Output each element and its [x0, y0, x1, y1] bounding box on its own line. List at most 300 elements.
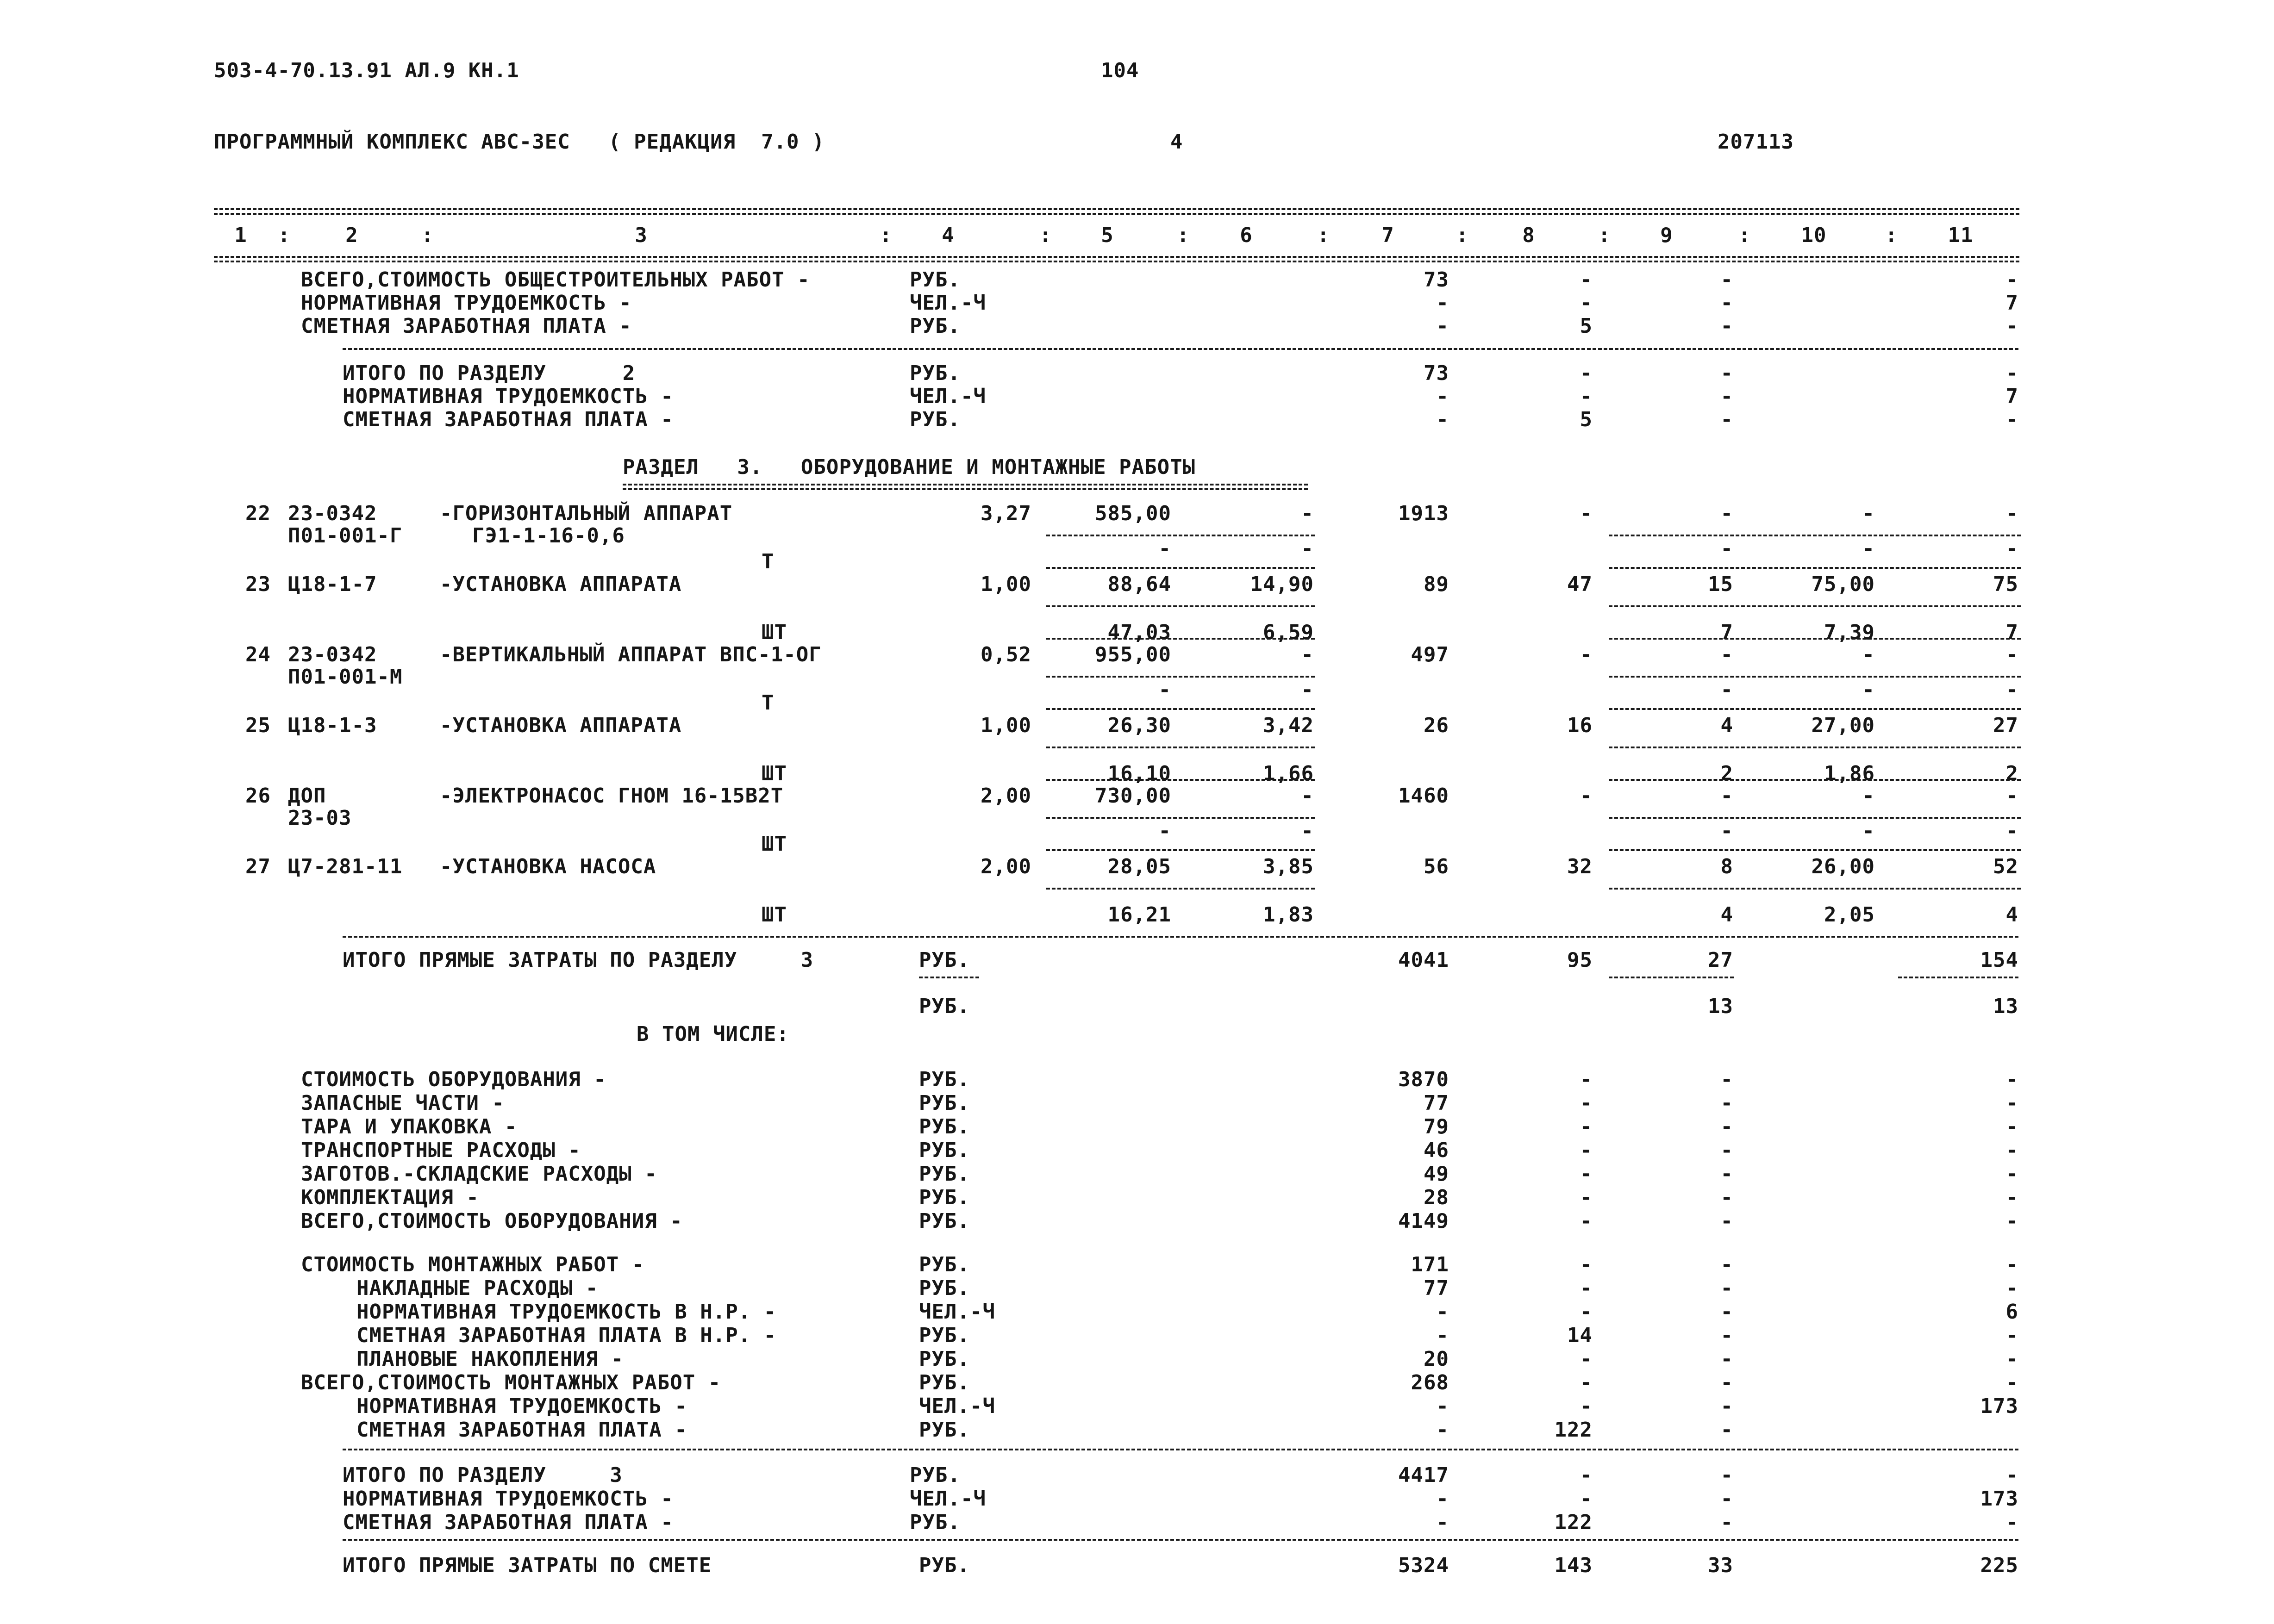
row-unit: РУБ. — [919, 1253, 970, 1276]
column-number: 9 — [1660, 224, 1673, 247]
row-unit: ЧЕЛ.-Ч — [910, 385, 986, 408]
item-quantity: 2,00 — [981, 855, 1031, 878]
column-number: 5 — [1101, 224, 1114, 247]
value-c8: - — [1580, 1276, 1593, 1300]
item-unit: ШТ — [762, 762, 787, 785]
value-c9: - — [1720, 408, 1733, 431]
value-c8: - — [1580, 268, 1593, 292]
value-c7: 77 — [1424, 1091, 1449, 1115]
column-separator: : — [1885, 224, 1898, 247]
row-label: ИТОГО ПО РАЗДЕЛУ 2 — [343, 361, 636, 385]
item-c5: 88,64 — [1107, 572, 1171, 596]
item-code: 23-0342 — [288, 502, 377, 525]
value-c9: - — [1720, 1418, 1733, 1442]
item-bottom-rule — [1609, 638, 2021, 640]
item-sub-c11: - — [2005, 819, 2018, 843]
item-bottom-rule — [1609, 567, 2021, 569]
item-sub-c6: - — [1301, 819, 1314, 843]
item-bottom-rule — [1046, 567, 1315, 569]
column-number: 10 — [1801, 224, 1827, 247]
row-label: СМЕТНАЯ ЗАРАБОТНАЯ ПЛАТА - — [301, 314, 632, 338]
item-c11: - — [2005, 643, 2018, 666]
item-c11: 27 — [1993, 714, 2018, 737]
direct-total-top-rule — [343, 936, 2018, 938]
item-c8: 32 — [1567, 855, 1593, 878]
value-c7: 28 — [1424, 1186, 1449, 1209]
value-c8: - — [1580, 1300, 1593, 1324]
item-unit: ШТ — [762, 832, 787, 856]
value-c8: - — [1580, 1463, 1593, 1487]
item-quantity: 2,00 — [981, 784, 1031, 808]
row-unit: РУБ. — [910, 361, 961, 385]
direct-total-c11-sub: 13 — [1993, 995, 2018, 1018]
item-name-secondary: ГЭ1-1-16-0,6 — [472, 524, 625, 548]
direct-total-c8: 95 — [1567, 948, 1593, 972]
value-c7: 4149 — [1398, 1209, 1449, 1233]
item-sub-c5: - — [1158, 537, 1171, 560]
value-c9: - — [1720, 314, 1733, 338]
item-sub-c6: 6,59 — [1263, 621, 1314, 644]
item-subrule — [1609, 605, 2021, 607]
item-sub-c11: - — [2005, 537, 2018, 560]
row-label: СМЕТНАЯ ЗАРАБОТНАЯ ПЛАТА В Н.Р. - — [356, 1324, 777, 1347]
row-label: ВСЕГО,СТОИМОСТЬ ОБОРУДОВАНИЯ - — [301, 1209, 683, 1233]
row-unit: РУБ. — [919, 1371, 970, 1394]
header-bottom-rule — [214, 256, 2019, 262]
row-unit: РУБ. — [919, 1162, 970, 1186]
value-c9: - — [1720, 291, 1733, 315]
direct-total-unit: РУБ. — [919, 948, 970, 972]
item-c8: 47 — [1567, 572, 1593, 596]
item-c7: 89 — [1424, 572, 1449, 596]
row-label: ВСЕГО,СТОИМОСТЬ МОНТАЖНЫХ РАБОТ - — [301, 1371, 721, 1394]
item-subrule — [1046, 888, 1315, 890]
item-c11: - — [2005, 784, 2018, 808]
grand-total-c9: 33 — [1708, 1554, 1733, 1577]
value-c9: - — [1720, 1209, 1733, 1233]
estimate-code: 207113 — [1718, 130, 1794, 154]
value-c9: - — [1720, 1487, 1733, 1511]
item-sub-c9: - — [1720, 678, 1733, 702]
item-sub-c5: 47,03 — [1107, 621, 1171, 644]
item-c9: 15 — [1708, 572, 1733, 596]
value-c8: - — [1580, 1091, 1593, 1115]
value-c11: - — [2005, 1276, 2018, 1300]
item-c8: - — [1580, 643, 1593, 666]
item-code-secondary: П01-001-М — [288, 665, 403, 689]
item-subrule — [1046, 676, 1315, 678]
row-label: СТОИМОСТЬ ОБОРУДОВАНИЯ - — [301, 1068, 606, 1091]
item-code: Ц7-281-11 — [288, 855, 403, 878]
item-sub-c11: 7 — [2005, 621, 2018, 644]
header-double-rule — [214, 208, 2019, 215]
value-c11: - — [2005, 1209, 2018, 1233]
item-subrule — [1046, 535, 1315, 536]
column-separator: : — [880, 224, 893, 247]
item-sub-c11: - — [2005, 678, 2018, 702]
item-c7: 1460 — [1398, 784, 1449, 808]
value-c8: - — [1580, 1253, 1593, 1276]
item-sub-c10: 1,86 — [1824, 762, 1875, 785]
grand-total-c7: 5324 — [1398, 1554, 1449, 1577]
document-code: 503-4-70.13.91 АЛ.9 КН.1 — [214, 59, 519, 82]
item-unit: Т — [762, 691, 775, 715]
item-sub-c5: 16,21 — [1107, 903, 1171, 927]
value-c7: 20 — [1424, 1347, 1449, 1371]
value-c7: - — [1436, 1394, 1449, 1418]
item-c8: - — [1580, 502, 1593, 525]
program-title: ПРОГРАММНЫЙ КОМПЛЕКС АВС-3ЕС ( РЕДАКЦИЯ 7.0 ) — [214, 130, 825, 154]
row-label: ПЛАНОВЫЕ НАКОПЛЕНИЯ - — [356, 1347, 624, 1371]
value-c7: 171 — [1411, 1253, 1449, 1276]
row-label: ЗАГОТОВ.-СКЛАДСКИЕ РАСХОДЫ - — [301, 1162, 657, 1186]
value-c9: - — [1720, 1068, 1733, 1091]
row-unit: РУБ. — [919, 1091, 970, 1115]
item-quantity: 0,52 — [981, 643, 1031, 666]
item-sub-c5: - — [1158, 819, 1171, 843]
item-number: 22 — [245, 502, 271, 525]
row-label: НОРМАТИВНАЯ ТРУДОЕМКОСТЬ - — [356, 1394, 687, 1418]
row-label: НОРМАТИВНАЯ ТРУДОЕМКОСТЬ - — [343, 1487, 674, 1511]
item-c7: 26 — [1424, 714, 1449, 737]
item-sub-c6: - — [1301, 537, 1314, 560]
value-c8: - — [1580, 1068, 1593, 1091]
value-c8: - — [1580, 291, 1593, 315]
value-c11: 7 — [2005, 291, 2018, 315]
item-sub-c10: - — [1862, 678, 1875, 702]
value-c11: 173 — [1980, 1487, 2018, 1511]
value-c11: - — [2005, 1463, 2018, 1487]
item-c10: 26,00 — [1811, 855, 1875, 878]
value-c8: 122 — [1554, 1511, 1593, 1534]
item-quantity: 1,00 — [981, 572, 1031, 596]
item-c10: 75,00 — [1811, 572, 1875, 596]
row-label: НОРМАТИВНАЯ ТРУДОЕМКОСТЬ В Н.Р. - — [356, 1300, 777, 1324]
row-unit: РУБ. — [919, 1139, 970, 1162]
value-c11: - — [2005, 1186, 2018, 1209]
value-c11: 6 — [2005, 1300, 2018, 1324]
value-c8: 5 — [1580, 408, 1593, 431]
grand-total-c8: 143 — [1554, 1554, 1593, 1577]
item-sub-c9: 4 — [1720, 903, 1733, 927]
value-c9: - — [1720, 385, 1733, 408]
item-c11: - — [2005, 502, 2018, 525]
value-c7: - — [1436, 1487, 1449, 1511]
direct-total-label: ИТОГО ПРЯМЫЕ ЗАТРАТЫ ПО РАЗДЕЛУ 3 — [343, 948, 814, 972]
row-label: ИТОГО ПО РАЗДЕЛУ 3 — [343, 1463, 623, 1487]
column-number: 1 — [234, 224, 247, 247]
item-number: 27 — [245, 855, 271, 878]
item-c5: 28,05 — [1107, 855, 1171, 878]
value-c11: - — [2005, 314, 2018, 338]
row-unit: РУБ. — [910, 1463, 961, 1487]
value-c11: - — [2005, 1371, 2018, 1394]
value-c7: 4417 — [1398, 1463, 1449, 1487]
direct-total-c9: 27 — [1708, 948, 1733, 972]
value-c9: - — [1720, 1139, 1733, 1162]
item-bottom-rule — [1609, 849, 2021, 851]
item-sub-c6: 1,66 — [1263, 762, 1314, 785]
column-separator: : — [1177, 224, 1190, 247]
value-c8: - — [1580, 1139, 1593, 1162]
direct-total-unit2: РУБ. — [919, 995, 970, 1018]
value-c7: 268 — [1411, 1371, 1449, 1394]
item-c5: 955,00 — [1095, 643, 1171, 666]
section3-total-top-rule — [343, 1449, 2018, 1450]
item-name: -ВЕРТИКАЛЬНЫЙ АППАРАТ ВПС-1-ОГ — [440, 643, 822, 666]
item-c6: - — [1301, 502, 1314, 525]
item-subrule — [1609, 888, 2021, 890]
item-code: Ц18-1-3 — [288, 714, 377, 737]
item-c7: 1913 — [1398, 502, 1449, 525]
value-c8: - — [1580, 1209, 1593, 1233]
column-number: 2 — [345, 224, 358, 247]
direct-total-c9-sub: 13 — [1708, 995, 1733, 1018]
item-c5: 730,00 — [1095, 784, 1171, 808]
value-c9: - — [1720, 1324, 1733, 1347]
item-quantity: 3,27 — [981, 502, 1031, 525]
item-c11: 75 — [1993, 572, 2018, 596]
item-bottom-rule — [1046, 849, 1315, 851]
row-label: ВСЕГО,СТОИМОСТЬ ОБЩЕСТРОИТЕЛЬНЫХ РАБОТ - — [301, 268, 810, 292]
item-c9: 8 — [1720, 855, 1733, 878]
column-separator: : — [1738, 224, 1751, 247]
value-c7: - — [1436, 1418, 1449, 1442]
item-subrule — [1046, 605, 1315, 607]
column-separator: : — [278, 224, 291, 247]
item-name: -ГОРИЗОНТАЛЬНЫЙ АППАРАТ — [440, 502, 733, 525]
item-sub-c9: - — [1720, 819, 1733, 843]
item-sub-c9: - — [1720, 537, 1733, 560]
grand-total-unit: РУБ. — [919, 1554, 970, 1577]
item-code-secondary: П01-001-Г — [288, 524, 403, 548]
value-c9: - — [1720, 1276, 1733, 1300]
direct-total-c11: 154 — [1980, 948, 2018, 972]
row-label: НАКЛАДНЫЕ РАСХОДЫ - — [356, 1276, 599, 1300]
value-c7: - — [1436, 314, 1449, 338]
row-unit: РУБ. — [910, 268, 961, 292]
row-label: СТОИМОСТЬ МОНТАЖНЫХ РАБОТ - — [301, 1253, 645, 1276]
item-number: 23 — [245, 572, 271, 596]
item-subrule — [1609, 817, 2021, 819]
item-c11: 52 — [1993, 855, 2018, 878]
item-subrule — [1609, 535, 2021, 536]
value-c11: - — [2005, 1139, 2018, 1162]
value-c7: - — [1436, 1511, 1449, 1534]
item-sub-c6: 1,83 — [1263, 903, 1314, 927]
value-c7: - — [1436, 385, 1449, 408]
item-sub-c10: - — [1862, 537, 1875, 560]
value-c11: - — [2005, 1511, 2018, 1534]
row-unit: РУБ. — [919, 1115, 970, 1139]
item-unit: Т — [762, 550, 775, 573]
value-c7: 46 — [1424, 1139, 1449, 1162]
row-label: КОМПЛЕКТАЦИЯ - — [301, 1186, 479, 1209]
item-c9: - — [1720, 502, 1733, 525]
direct-total-c7: 4041 — [1398, 948, 1449, 972]
value-c11: - — [2005, 1068, 2018, 1091]
item-sub-c9: 2 — [1720, 762, 1733, 785]
row-label: СМЕТНАЯ ЗАРАБОТНАЯ ПЛАТА - — [343, 408, 674, 431]
item-c10: 27,00 — [1811, 714, 1875, 737]
value-c9: - — [1720, 1463, 1733, 1487]
item-subrule — [1046, 817, 1315, 819]
item-sub-c5: 16,10 — [1107, 762, 1171, 785]
item-unit: ШТ — [762, 903, 787, 927]
total-subrule — [1609, 977, 1734, 978]
item-sub-c9: 7 — [1720, 621, 1733, 644]
item-sub-c10: 2,05 — [1824, 903, 1875, 927]
item-c5: 585,00 — [1095, 502, 1171, 525]
value-c8: - — [1580, 1115, 1593, 1139]
value-c8: 122 — [1554, 1418, 1593, 1442]
item-c6: - — [1301, 784, 1314, 808]
value-c7: - — [1436, 1324, 1449, 1347]
item-c7: 56 — [1424, 855, 1449, 878]
section-title: РАЗДЕЛ 3. ОБОРУДОВАНИЕ И МОНТАЖНЫЕ РАБОТЫ — [623, 455, 1196, 479]
row-label: ТАРА И УПАКОВКА - — [301, 1115, 518, 1139]
column-separator: : — [1317, 224, 1330, 247]
value-c7: - — [1436, 408, 1449, 431]
column-separator: : — [421, 224, 434, 247]
value-c8: - — [1580, 385, 1593, 408]
value-c8: - — [1580, 1394, 1593, 1418]
value-c7: - — [1436, 1300, 1449, 1324]
column-separator: : — [1598, 224, 1611, 247]
item-c9: - — [1720, 643, 1733, 666]
column-separator: : — [1039, 224, 1052, 247]
item-c8: 16 — [1567, 714, 1593, 737]
including-label: В ТОМ ЧИСЛЕ: — [637, 1022, 789, 1046]
value-c9: - — [1720, 361, 1733, 385]
item-name: -УСТАНОВКА НАСОСА — [440, 855, 656, 878]
row-unit: ЧЕЛ.-Ч — [919, 1394, 995, 1418]
value-c11: - — [2005, 1347, 2018, 1371]
value-c8: - — [1580, 361, 1593, 385]
value-c11: - — [2005, 361, 2018, 385]
item-sub-c5: - — [1158, 678, 1171, 702]
value-c9: - — [1720, 1162, 1733, 1186]
item-c7: 497 — [1411, 643, 1449, 666]
item-c9: 4 — [1720, 714, 1733, 737]
row-label: НОРМАТИВНАЯ ТРУДОЕМКОСТЬ - — [301, 291, 632, 315]
row-label: СМЕТНАЯ ЗАРАБОТНАЯ ПЛАТА - — [356, 1418, 687, 1442]
value-c11: 7 — [2005, 385, 2018, 408]
section-title-underline — [623, 484, 1308, 490]
grand-total-label: ИТОГО ПРЯМЫЕ ЗАТРАТЫ ПО СМЕТЕ — [343, 1554, 712, 1577]
item-bottom-rule — [1046, 779, 1315, 781]
value-c7: 77 — [1424, 1276, 1449, 1300]
value-c7: - — [1436, 291, 1449, 315]
row-label: ЗАПАСНЫЕ ЧАСТИ - — [301, 1091, 505, 1115]
value-c8: - — [1580, 1162, 1593, 1186]
column-number: 7 — [1381, 224, 1394, 247]
column-separator: : — [1456, 224, 1469, 247]
value-c8: 5 — [1580, 314, 1593, 338]
item-unit: ШТ — [762, 621, 787, 644]
item-sub-c11: 2 — [2005, 762, 2018, 785]
row-unit: РУБ. — [919, 1324, 970, 1347]
item-bottom-rule — [1609, 708, 2021, 710]
row-unit: РУБ. — [919, 1209, 970, 1233]
item-c9: - — [1720, 784, 1733, 808]
row-unit: РУБ. — [910, 314, 961, 338]
row-unit: РУБ. — [919, 1276, 970, 1300]
column-number: 6 — [1240, 224, 1253, 247]
block-rule — [343, 348, 2018, 350]
item-quantity: 1,00 — [981, 714, 1031, 737]
value-c7: 3870 — [1398, 1068, 1449, 1091]
value-c9: - — [1720, 1371, 1733, 1394]
row-label: НОРМАТИВНАЯ ТРУДОЕМКОСТЬ - — [343, 385, 674, 408]
item-code: ДОП — [288, 784, 326, 808]
value-c9: - — [1720, 1511, 1733, 1534]
row-unit: РУБ. — [919, 1186, 970, 1209]
value-c7: 73 — [1424, 268, 1449, 292]
item-sub-c10: 7,39 — [1824, 621, 1875, 644]
row-unit: РУБ. — [910, 1511, 961, 1534]
item-code: 23-0342 — [288, 643, 377, 666]
column-number: 11 — [1948, 224, 1974, 247]
grand-total-c11: 225 — [1980, 1554, 2018, 1577]
value-c9: - — [1720, 268, 1733, 292]
item-c6: - — [1301, 643, 1314, 666]
value-c11: - — [2005, 1162, 2018, 1186]
item-subrule — [1046, 747, 1315, 748]
row-unit: РУБ. — [919, 1347, 970, 1371]
row-unit: РУБ. — [919, 1068, 970, 1091]
value-c9: - — [1720, 1253, 1733, 1276]
row-unit: ЧЕЛ.-Ч — [910, 291, 986, 315]
value-c11: 173 — [1980, 1394, 2018, 1418]
value-c8: - — [1580, 1186, 1593, 1209]
value-c11: - — [2005, 1324, 2018, 1347]
value-c9: - — [1720, 1115, 1733, 1139]
item-bottom-rule — [1609, 779, 2021, 781]
item-code-secondary: 23-03 — [288, 806, 352, 830]
item-c6: 14,90 — [1250, 572, 1314, 596]
value-c8: - — [1580, 1371, 1593, 1394]
value-c7: 73 — [1424, 361, 1449, 385]
item-sub-c10: - — [1862, 819, 1875, 843]
row-label: ТРАНСПОРТНЫЕ РАСХОДЫ - — [301, 1139, 581, 1162]
value-c11: - — [2005, 1115, 2018, 1139]
item-code: Ц18-1-7 — [288, 572, 377, 596]
item-sub-c11: 4 — [2005, 903, 2018, 927]
item-c10: - — [1862, 643, 1875, 666]
item-c10: - — [1862, 784, 1875, 808]
item-subrule — [1609, 747, 2021, 748]
item-c8: - — [1580, 784, 1593, 808]
value-c11: - — [2005, 1253, 2018, 1276]
item-name: -ЭЛЕКТРОНАСОС ГНОМ 16-15В2Т — [440, 784, 784, 808]
item-name: -УСТАНОВКА АППАРАТА — [440, 572, 682, 596]
value-c8: 14 — [1567, 1324, 1593, 1347]
item-c10: - — [1862, 502, 1875, 525]
value-c11: - — [2005, 1091, 2018, 1115]
unit-rule — [919, 977, 979, 978]
item-c6: 3,85 — [1263, 855, 1314, 878]
row-unit: РУБ. — [910, 408, 961, 431]
column-number: 8 — [1522, 224, 1535, 247]
row-unit: ЧЕЛ.-Ч — [919, 1300, 995, 1324]
item-c5: 26,30 — [1107, 714, 1171, 737]
row-unit: РУБ. — [919, 1418, 970, 1442]
item-number: 25 — [245, 714, 271, 737]
value-c8: - — [1580, 1487, 1593, 1511]
row-label: СМЕТНАЯ ЗАРАБОТНАЯ ПЛАТА - — [343, 1511, 674, 1534]
item-bottom-rule — [1046, 708, 1315, 710]
